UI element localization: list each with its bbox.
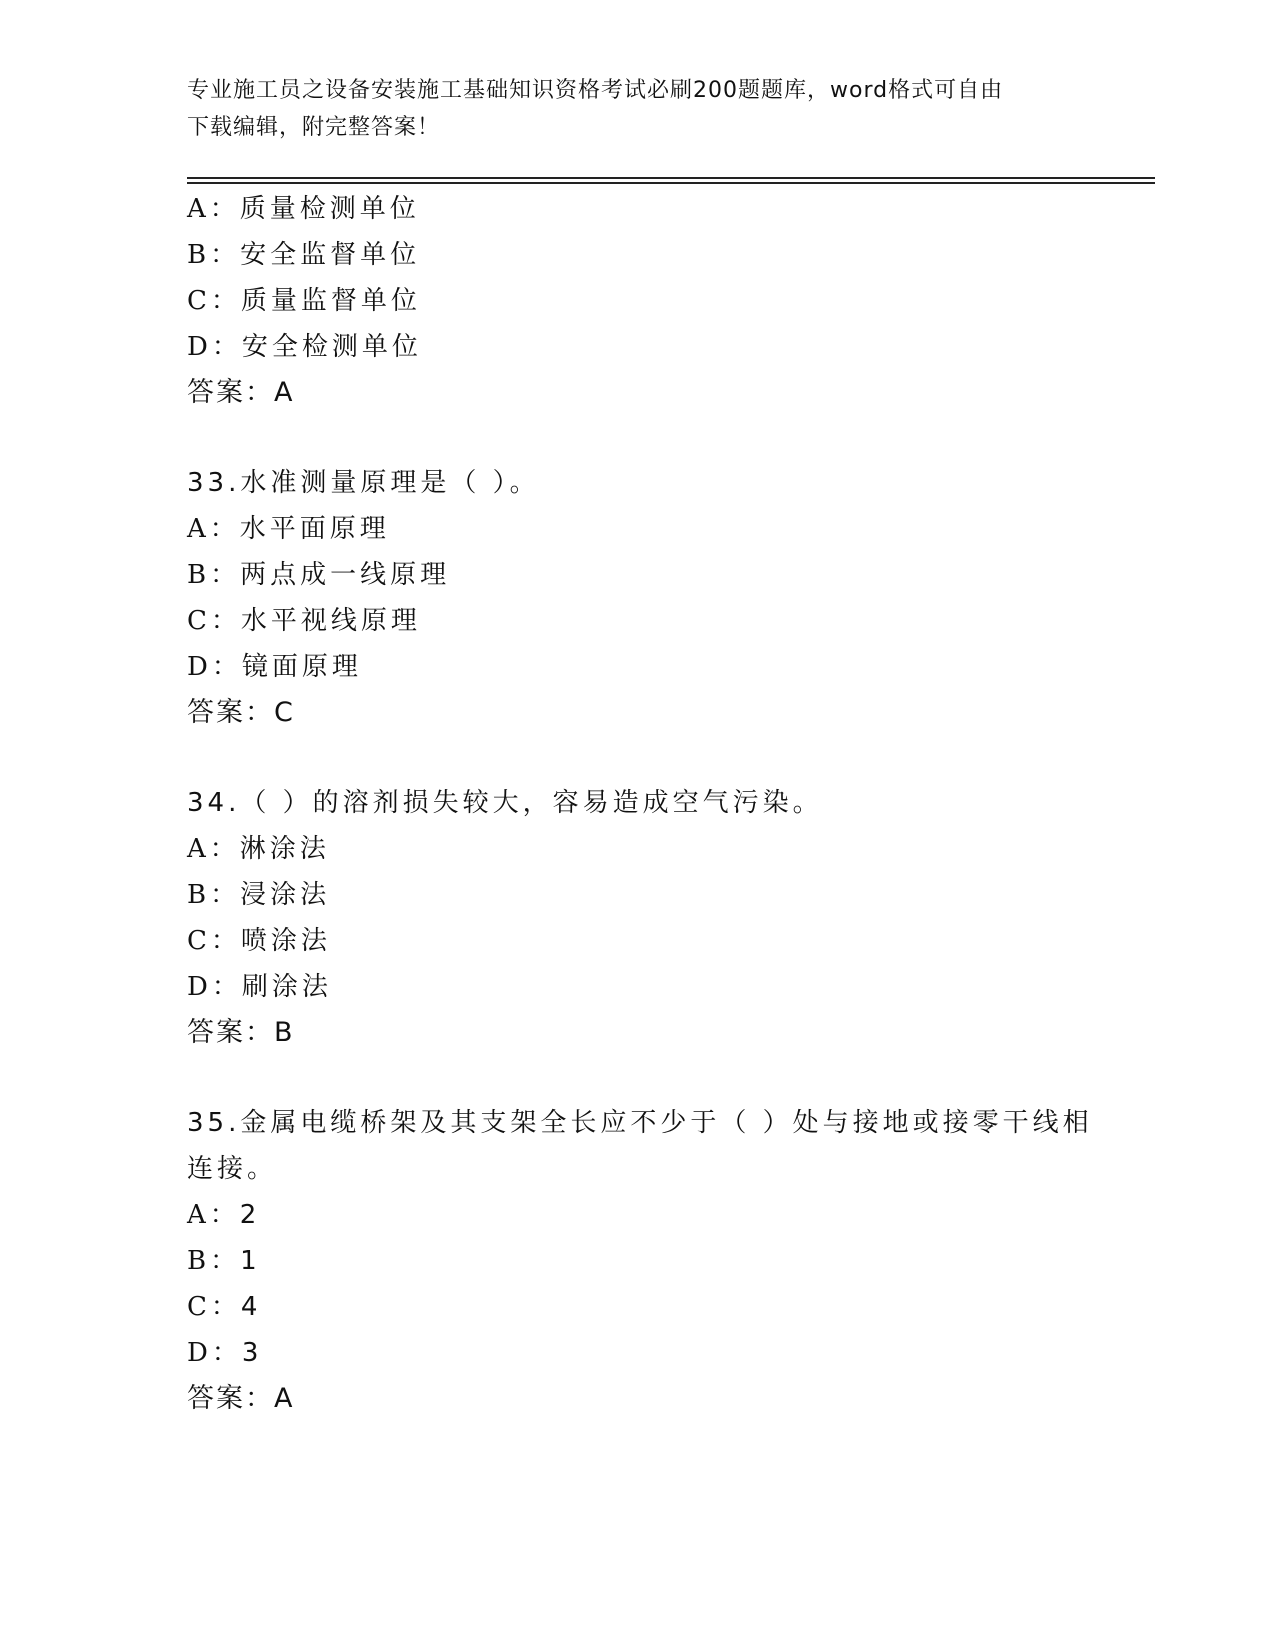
spacer	[187, 1056, 1107, 1100]
document-header	[187, 72, 1077, 146]
option-key: B：	[187, 240, 241, 270]
question-33-block	[187, 460, 1107, 736]
option-key: D：	[187, 1338, 242, 1368]
question-32-block	[187, 186, 1107, 416]
option-text: 4	[240, 1292, 262, 1322]
option-text: 喷涂法	[240, 926, 331, 956]
option-key: A：	[187, 514, 240, 544]
option-text: 水平面原理	[239, 514, 390, 544]
option-d	[187, 324, 1107, 370]
option-key: A：	[187, 834, 240, 864]
option-text: 淋涂法	[239, 834, 330, 864]
option-text: 2	[239, 1200, 261, 1230]
option-key: C：	[187, 926, 241, 956]
option-key: C：	[187, 606, 241, 636]
answer-line: 答案：A	[187, 377, 295, 408]
header-divider-bottom	[187, 182, 1155, 184]
option-text: 两点成一线原理	[240, 560, 451, 590]
header-line-2: 下载编辑，附完整答案！	[187, 115, 441, 140]
answer-line: 答案：C	[187, 697, 295, 728]
header-divider-top	[187, 177, 1155, 179]
spacer	[187, 736, 1107, 780]
option-key: D：	[187, 332, 242, 362]
question-text: 33.水准测量原理是（ ）。	[187, 468, 540, 498]
option-text: 质量监督单位	[240, 286, 421, 316]
question-35-block	[187, 1100, 1107, 1422]
question-text-line-2: 连接。	[187, 1154, 278, 1184]
option-d	[187, 1330, 1107, 1376]
option-d	[187, 644, 1107, 690]
option-b	[187, 232, 1107, 278]
option-text: 水平视线原理	[240, 606, 421, 636]
option-text: 镜面原理	[241, 652, 362, 682]
option-key: A：	[187, 194, 240, 224]
spacer	[187, 416, 1107, 460]
question-text-line-1: 35.金属电缆桥架及其支架全长应不少于（ ）处与接地或接零干线相	[187, 1108, 1093, 1138]
option-key: C：	[187, 1292, 241, 1322]
option-b	[187, 552, 1107, 598]
option-text: 1	[240, 1246, 261, 1276]
question-text: 34.（ ）的溶剂损失较大，容易造成空气污染。	[187, 788, 823, 818]
option-b	[187, 1238, 1107, 1284]
option-key: B：	[187, 1246, 241, 1276]
option-c	[187, 278, 1107, 324]
option-key: A：	[187, 1200, 240, 1230]
option-a	[187, 186, 1107, 232]
option-text: 刷涂法	[241, 972, 332, 1002]
option-a	[187, 826, 1107, 872]
option-text: 安全监督单位	[240, 240, 421, 270]
option-a	[187, 1192, 1107, 1238]
option-a	[187, 506, 1107, 552]
option-c	[187, 1284, 1107, 1330]
option-text: 质量检测单位	[239, 194, 420, 224]
option-key: B：	[187, 560, 241, 590]
option-key: D：	[187, 972, 242, 1002]
option-c	[187, 918, 1107, 964]
option-key: C：	[187, 286, 241, 316]
question-34-block	[187, 780, 1107, 1056]
option-text: 3	[241, 1338, 263, 1368]
option-text: 安全检测单位	[241, 332, 422, 362]
answer-line: 答案：B	[187, 1017, 295, 1048]
question-list	[187, 186, 1107, 1422]
option-key: D：	[187, 652, 242, 682]
option-d	[187, 964, 1107, 1010]
option-text: 浸涂法	[240, 880, 331, 910]
answer-line: 答案：A	[187, 1383, 295, 1414]
header-line-1: 专业施工员之设备安装施工基础知识资格考试必刷200题题库，word格式可自由	[187, 78, 1004, 103]
option-key: B：	[187, 880, 241, 910]
option-b	[187, 872, 1107, 918]
option-c	[187, 598, 1107, 644]
